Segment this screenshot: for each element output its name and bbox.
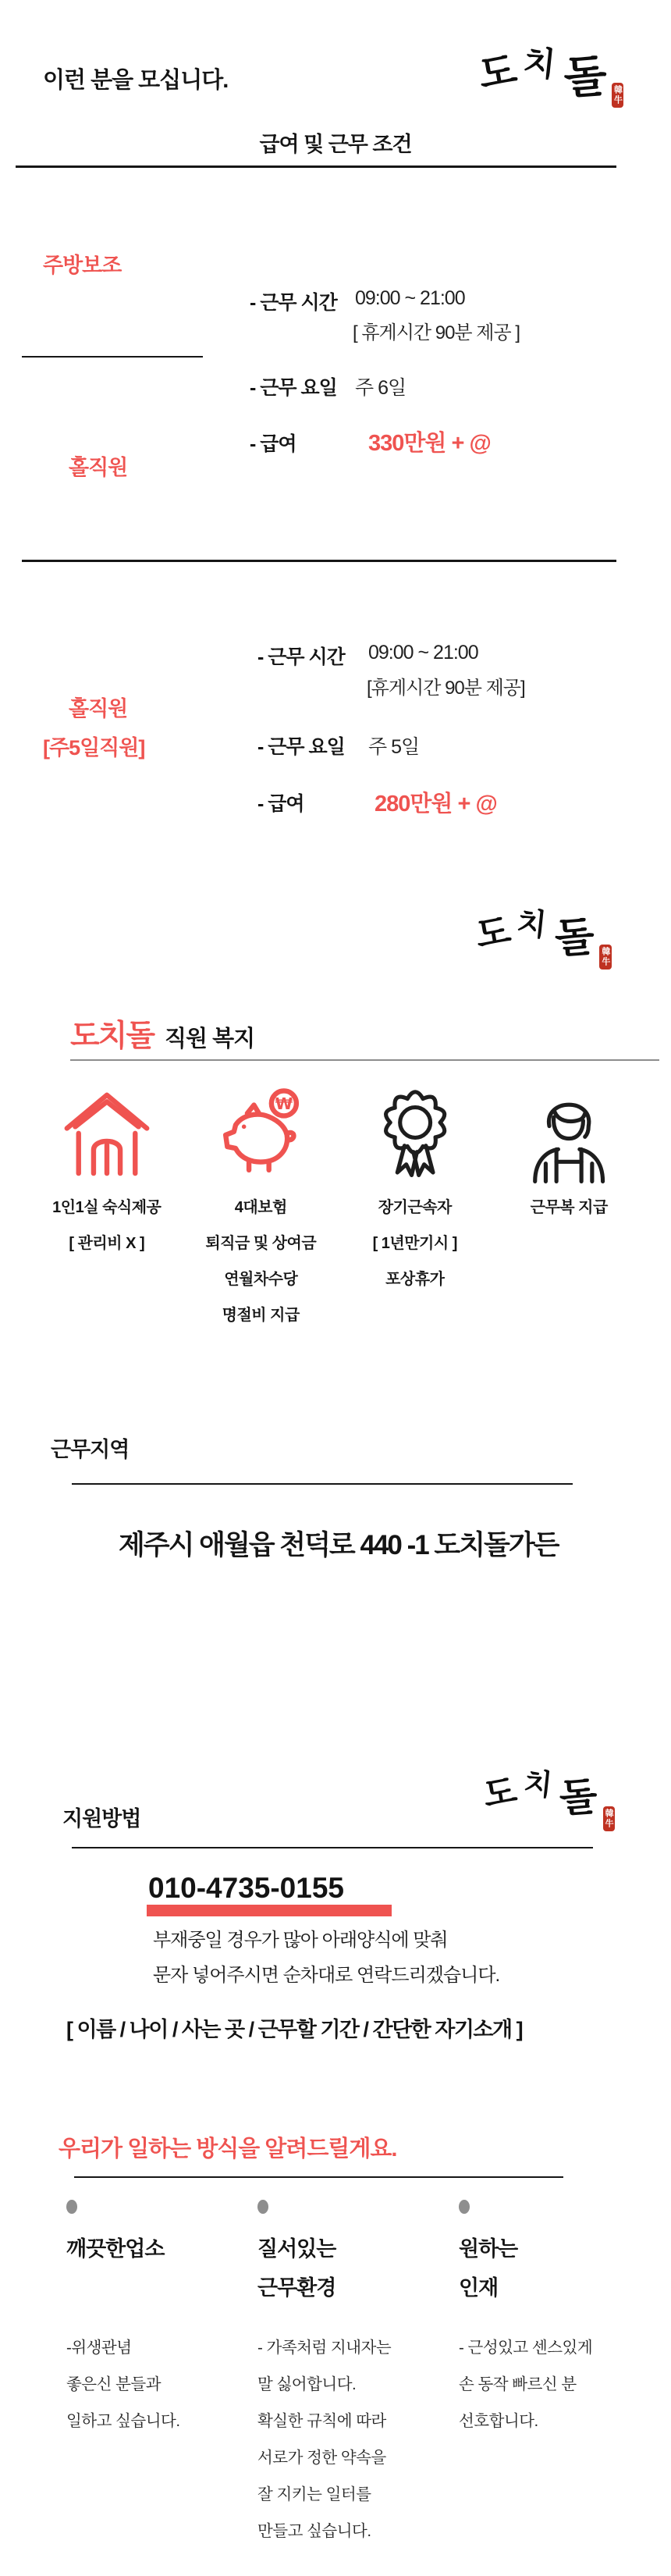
culture-text: -위생관념	[66, 2339, 132, 2357]
apply-instruction-line: 문자 넣어주시면 순차대로 연락드리겠습니다.	[153, 1965, 500, 1986]
piggy-bank-icon	[211, 1085, 311, 1185]
work-time-value: 09:00 ~ 21:00	[368, 642, 478, 664]
culture-heading: 근무환경	[257, 2276, 336, 2300]
role-kitchen-helper: 주방보조	[43, 254, 122, 277]
work-time-label: - 근무 시간	[250, 292, 337, 314]
role-hall-staff: 홀직원	[69, 697, 128, 720]
work-days-label: - 근무 요일	[257, 736, 345, 758]
role-five-day-staff: [주5일직원]	[43, 736, 145, 760]
culture-column-orderly	[257, 2200, 441, 2549]
benefit-text: 포상휴가	[385, 1271, 445, 1288]
phone-number: 010-4735-0155	[148, 1872, 344, 1904]
culture-text: 일하고 싶습니다.	[66, 2412, 180, 2430]
divider	[72, 1483, 573, 1485]
brand-logo-char: 치	[521, 1766, 554, 1803]
culture-heading: 인재	[459, 2276, 499, 2300]
brand-logo-char: 도	[472, 909, 514, 957]
bullet-dot	[66, 2200, 77, 2214]
salary-value: 280만원 + @	[375, 792, 497, 817]
culture-text: 만들고 싶습니다.	[257, 2522, 371, 2540]
culture-text: 서로가 정한 약속을	[257, 2449, 386, 2467]
divider	[22, 560, 616, 562]
brand-logo-char: 돌	[552, 912, 596, 963]
work-address: 제주시 애월읍 천덕로 440 -1 도치돌가든	[119, 1530, 559, 1560]
bullet-dot	[459, 2200, 470, 2214]
break-time-note: [ 휴게시간 90분 제공 ]	[353, 322, 520, 343]
work-days-value: 주 6일	[355, 377, 407, 399]
work-days-value: 주 5일	[368, 736, 420, 758]
benefit-text: 장기근속자	[378, 1199, 452, 1216]
brand-logo	[474, 41, 623, 108]
benefit-text: [ 1년만기시 ]	[372, 1235, 457, 1252]
section-title-apply: 지원방법	[62, 1807, 141, 1831]
culture-column-talent	[459, 2200, 646, 2439]
divider	[74, 2176, 563, 2178]
culture-text: - 가족처럼 지내자는	[257, 2339, 392, 2357]
brand-logo-char: 돌	[562, 48, 609, 105]
benefit-text: 명절비 지급	[222, 1307, 300, 1324]
salary-label: - 급여	[250, 433, 296, 455]
brand-logo-char: 도	[480, 1770, 520, 1816]
culture-text: 좋은신 분들과	[66, 2375, 162, 2393]
section-title-culture: 우리가 일하는 방식을 알려드릴게요.	[59, 2137, 397, 2161]
culture-text: 잘 지키는 일터를	[257, 2485, 371, 2503]
divider-short	[22, 356, 203, 358]
brand-seal-stamp: 韓牛	[599, 945, 612, 970]
benefit-insurance	[184, 1085, 339, 1333]
role-hall-staff: 홀직원	[69, 456, 128, 479]
brand-seal-stamp: 韓牛	[612, 83, 624, 108]
benefit-text: [ 관리비 X ]	[69, 1235, 145, 1252]
divider	[72, 1847, 593, 1848]
brand-logo	[472, 904, 612, 970]
section-title-conditions: 급여 및 근무 조건	[259, 133, 412, 156]
apply-instruction-line: 부재중일 경우가 많아 아래양식에 맞춰	[153, 1930, 448, 1951]
benefit-text: 연월차수당	[224, 1271, 298, 1288]
culture-text: 손 동작 빠르신 분	[459, 2375, 577, 2393]
benefits-list	[30, 1085, 646, 1333]
bullet-dot	[257, 2200, 268, 2214]
section-title-location: 근무지역	[51, 1438, 130, 1461]
phone-highlight-bar	[147, 1905, 392, 1916]
brand-logo	[480, 1766, 615, 1831]
culture-heading: 깨끗한업소	[66, 2237, 165, 2261]
work-time-value: 09:00 ~ 21:00	[355, 287, 465, 309]
culture-text: 확실한 규칙에 따라	[257, 2412, 386, 2430]
brand-logo-char: 도	[474, 46, 520, 98]
house-icon	[57, 1085, 157, 1185]
benefits-heading	[70, 1012, 254, 1055]
work-days-label: - 근무 요일	[250, 377, 337, 399]
brand-seal-stamp: 韓牛	[603, 1806, 616, 1831]
benefit-housing	[30, 1085, 184, 1333]
culture-text: - 근성있고 센스있게	[459, 2339, 593, 2357]
salary-label: - 급여	[257, 793, 304, 815]
work-time-label: - 근무 시간	[257, 646, 345, 668]
worker-icon	[524, 1085, 613, 1185]
culture-column-clean	[66, 2200, 242, 2439]
divider	[16, 165, 616, 168]
culture-text: 말 싫어합니다.	[257, 2375, 357, 2393]
divider	[70, 1059, 659, 1061]
brand-logo-char: 치	[521, 41, 558, 84]
svg-text:₩: ₩	[275, 1094, 293, 1113]
brand-logo-char: 돌	[558, 1774, 599, 1823]
page-title: 이런 분을 모십니다.	[43, 68, 229, 93]
benefit-uniform	[492, 1085, 647, 1333]
medal-icon	[371, 1085, 460, 1185]
culture-text: 선호합니다.	[459, 2412, 538, 2430]
benefit-long-service	[338, 1085, 492, 1333]
benefits-brand-word: 도치돌	[70, 1019, 154, 1053]
benefit-text: 퇴직금 및 상여금	[205, 1235, 317, 1252]
benefits-heading-text: 직원 복지	[165, 1026, 255, 1051]
benefit-text: 근무복 지급	[530, 1199, 608, 1216]
apply-message-format: [ 이름 / 나이 / 사는 곳 / 근무할 기간 / 간단한 자기소개 ]	[66, 2018, 523, 2041]
benefit-text: 4대보험	[234, 1199, 287, 1216]
culture-heading: 원하는	[459, 2237, 518, 2261]
benefit-text: 1인1실 숙식제공	[52, 1199, 162, 1216]
brand-logo-char: 치	[515, 904, 549, 944]
culture-heading: 질서있는	[257, 2237, 336, 2261]
break-time-note: [휴게시간 90분 제공]	[367, 678, 525, 699]
salary-value: 330만원 + @	[368, 431, 491, 456]
